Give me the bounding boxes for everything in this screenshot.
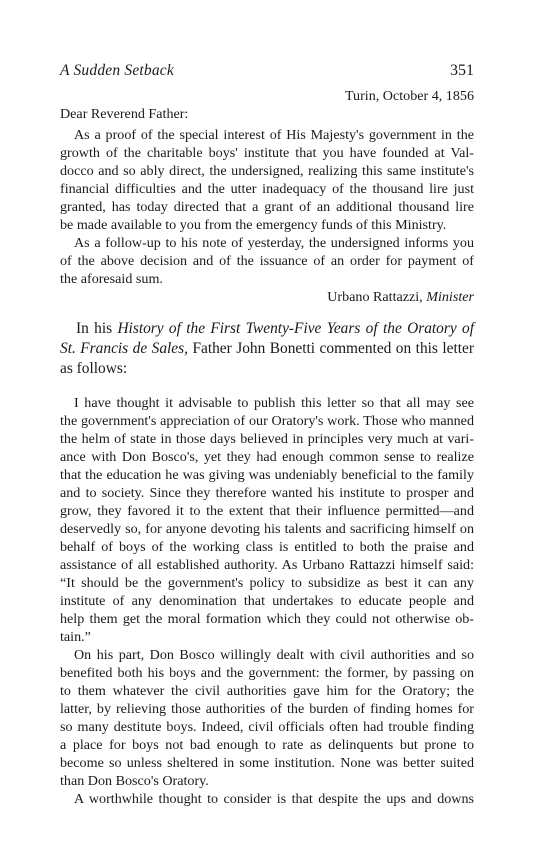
intro-book-title: St. Francis de Sales, bbox=[60, 340, 188, 357]
running-head-title: A Sudden Setback bbox=[60, 62, 174, 79]
quote-line: institute of any denomination that undertakes to educate people and bbox=[60, 593, 474, 609]
running-head bbox=[60, 62, 474, 82]
letter-salutation: Dear Reverend Father: bbox=[60, 106, 189, 122]
quote-line: deservedly so, for anyone devoting his talents and sacrificing himself on bbox=[60, 521, 474, 537]
letter-line: of the above decision and of the issuance of an order for payment of bbox=[60, 253, 474, 269]
letter-line: As a proof of the special interest of His Majesty's government in the bbox=[74, 127, 474, 143]
quote-line: assistance of all established authority. As Urbano Rattazzi himself said: bbox=[60, 557, 474, 573]
quote-line: I have thought it advisable to publish this letter so that all may see bbox=[74, 395, 474, 411]
signature-title: Minister bbox=[426, 289, 474, 305]
quote-line: “It should be the government's policy to subsidize as best it can any bbox=[60, 575, 474, 591]
letter-line: the aforesaid sum. bbox=[60, 271, 163, 287]
letter-line: financial difficulties and the utter inadequacy of the thousand lire just bbox=[60, 181, 474, 197]
quote-line: help them get the moral formation which they could not otherwise ob- bbox=[60, 611, 474, 627]
quote-line: the government's appreciation of our Oratory's work. Those who manned bbox=[60, 413, 474, 429]
signature-name: Urbano Rattazzi, bbox=[327, 289, 423, 305]
intro-book-title: History of the First Twenty-Five Years of the Oratory of bbox=[117, 320, 474, 337]
intro-line bbox=[60, 339, 474, 359]
page-number: 351 bbox=[450, 62, 474, 79]
quote-line: A worthwhile thought to consider is that despite the ups and downs bbox=[74, 791, 474, 807]
intro-text: In his bbox=[76, 320, 113, 337]
letter-signature bbox=[60, 288, 474, 306]
quote-line: grow, they favored it to the extent that their influence permitted—and bbox=[60, 503, 474, 519]
quote-line: so many destitute boys. Indeed, civil officials often had trouble finding bbox=[60, 719, 474, 735]
quote-line: than Don Bosco's Oratory. bbox=[60, 773, 209, 789]
quote-line: On his part, Don Bosco willingly dealt with civil authorities and so bbox=[74, 647, 474, 663]
quote-line: benefited both his boys and the government: the former, by passing on bbox=[60, 665, 474, 681]
intro-text: Father John Bonetti commented on this letter bbox=[192, 340, 474, 357]
intro-line: as follows: bbox=[60, 360, 128, 377]
quote-line: latter, by relieving those authorities of the burden of finding homes for bbox=[60, 701, 474, 717]
quote-line: a place for boys not bad enough to rate as delinquents but prone to bbox=[60, 737, 474, 753]
quote-line: behalf of boys of the working class is entitled to both the praise and bbox=[60, 539, 474, 555]
quote-line: and to society. Since they therefore wanted his institute to prosper and bbox=[60, 485, 474, 501]
letter-line: growth of the charitable boys' institute that you have founded at Val- bbox=[60, 145, 474, 161]
letter-place-date: Turin, October 4, 1856 bbox=[344, 88, 474, 104]
quote-line: tain.” bbox=[60, 629, 91, 645]
letter-line: granted, has today directed that a grant of an additional thousand lire bbox=[60, 199, 474, 215]
letter-line: docco and so ably direct, the undersigned, realizing this same institute's bbox=[60, 163, 474, 179]
quote-line: that the education he was giving was undeniably beneficial to the family bbox=[60, 467, 474, 483]
quote-line: to them whatever the civil authorities gave him for the Oratory; the bbox=[60, 683, 474, 699]
quote-line: the helm of state in those days believed in principles very much at vari- bbox=[60, 431, 474, 447]
letter-line: As a follow-up to his note of yesterday, the undersigned informs you bbox=[74, 235, 474, 251]
quote-line: ance with Don Bosco's, yet they had enough common sense to realize bbox=[60, 449, 474, 465]
intro-line bbox=[76, 319, 474, 339]
quote-line: become so unless sheltered in some institution. None was better suited bbox=[60, 755, 474, 771]
letter-line: be made available to you from the emergency funds of this Ministry. bbox=[60, 217, 447, 233]
